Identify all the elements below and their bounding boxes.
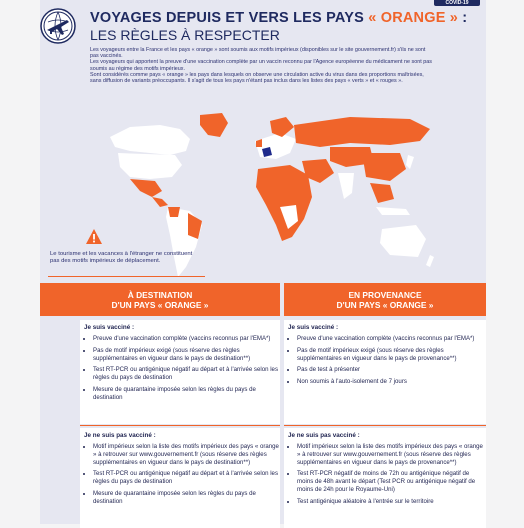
header-line: À DESTINATION (127, 289, 193, 300)
list-item: • Test antigénique aléatoire à l'entrée sur le territoire (297, 498, 486, 506)
list-item: • Mesure de quarantaine imposée selon les règles du pays de destination (93, 386, 280, 402)
rule-list (288, 443, 486, 506)
list-item: • Test RT-PCR ou antigénique négatif au départ et à l'arrivée selon les règles du pays de destination (93, 470, 280, 486)
header-destination (40, 283, 280, 316)
list-item: • Test RT-PCR négatif de moins de 72h ou antigénique négatif de moins de 48h avant le départ (Test PCR ou antigénique négatif de moins de 24h pour le Royaume-Uni) (297, 470, 486, 493)
header-provenance (284, 283, 486, 316)
map-greenland (200, 113, 228, 137)
panel-not-vaccinated-destination (80, 428, 280, 528)
list-item: • Mesure de quarantaine imposée selon les règles du pays de destination (93, 490, 280, 506)
list-item: • Pas de motif impérieux exigé (sous réserve des règles supplémentaires en vigueur dans le pays de provenance**) (297, 347, 486, 363)
header-line: EN PROVENANCE (348, 289, 422, 300)
warning-icon (85, 228, 103, 245)
covid-badge: COVID-19 (434, 0, 480, 6)
map-central-america (152, 197, 168, 207)
list-item: • Non soumis à l'auto-isolement de 7 jours (297, 378, 486, 386)
panel-vaccinated-destination (80, 320, 280, 424)
page-subtitle: LES RÈGLES À RESPECTER (90, 27, 280, 43)
airplane-globe-icon (40, 8, 76, 44)
map-mexico (130, 179, 162, 197)
panel-heading: Je ne suis pas vacciné : (84, 432, 156, 439)
panel-heading: Je ne suis pas vacciné : (288, 432, 360, 439)
divider (80, 425, 280, 426)
header-line: D'UN PAYS « ORANGE » (111, 299, 209, 310)
page-title: VOYAGES DEPUIS ET VERS LES PAYS « ORANGE » : (90, 10, 468, 26)
list-item: • Test RT-PCR ou antigénique négatif au départ et à l'arrivée selon les règles du pays de destination (93, 366, 280, 382)
list-item: • Preuve d'une vaccination complète (vaccins reconnus par l'EMA*) (93, 335, 280, 343)
list-item: • Pas de motif impérieux exigé (sous réserve des règles supplémentaires en vigueur dans le pays de destination**) (93, 347, 280, 363)
map-australia (380, 225, 426, 257)
map-usa (118, 153, 182, 179)
divider (284, 425, 486, 426)
intro-paragraph: Les voyageurs entre la France et les pays « orange » sont soumis aux motifs impérieux (disponibles sur le site gouvernement.fr) s'ils ne sont pas vaccinés. (90, 47, 426, 60)
panel-heading: Je suis vacciné : (288, 324, 339, 331)
list-item: • Pas de test à présenter (297, 366, 486, 374)
map-canada (110, 125, 190, 155)
list-item: • Motif impérieux selon la liste des motifs impérieux des pays « orange » à retrouver sur www.gouvernement.fr (sous réserve des règles supplémentaires en vigueur dans le pays de destination**) (93, 443, 280, 466)
map-russia (294, 117, 430, 147)
warning-text: Le tourisme et les vacances à l'étranger ne constituent pas des motifs impérieux de déplacement. (50, 251, 193, 265)
list-item: • Motif impérieux selon la liste des motifs impérieux des pays « orange » à retrouver sur www.gouvernement.fr (sous réserve des règles supplémentaires en vigueur dans le pays de provenance**) (297, 443, 486, 466)
map-africa (256, 165, 312, 241)
map-indonesia (376, 207, 410, 215)
map-uk (256, 139, 262, 147)
map-scandinavia (270, 117, 294, 137)
map-china (362, 153, 406, 181)
intro-paragraph: Sont considérés comme pays « orange » les pays dans lesquels on observe une circulation active du virus dans des proportions maîtrisées, sans diffusion de variants préoccupants. Il s'agit de tous les pays n'étant pas inclus dans les listes des pays « verts » et « rouges ». (90, 71, 424, 85)
map-japan (406, 155, 414, 169)
list-item: • Preuve d'une vaccination complète (vaccins reconnus par l'EMA*) (297, 335, 486, 343)
rule-list (84, 443, 280, 506)
panel-vaccinated-provenance (284, 320, 486, 424)
divider (48, 276, 205, 277)
panel-heading: Je suis vacciné : (84, 324, 135, 331)
map-new-zealand (426, 255, 434, 267)
header-line: D'UN PAYS « ORANGE » (336, 299, 434, 310)
intro-text (90, 47, 435, 84)
map-india (338, 173, 354, 199)
panel-not-vaccinated-provenance (284, 428, 486, 528)
intro-paragraph: Les voyageurs qui apportent la preuve d'une vaccination complète par un vaccin reconnu par l'Agence européenne du médicament ne sont pas soumis au régime des motifs impérieux. (90, 59, 432, 72)
rule-list (288, 335, 486, 386)
rule-list (84, 335, 280, 402)
map-colombia (168, 207, 180, 217)
map-south-america (166, 207, 202, 277)
map-southeast-asia (370, 183, 394, 203)
